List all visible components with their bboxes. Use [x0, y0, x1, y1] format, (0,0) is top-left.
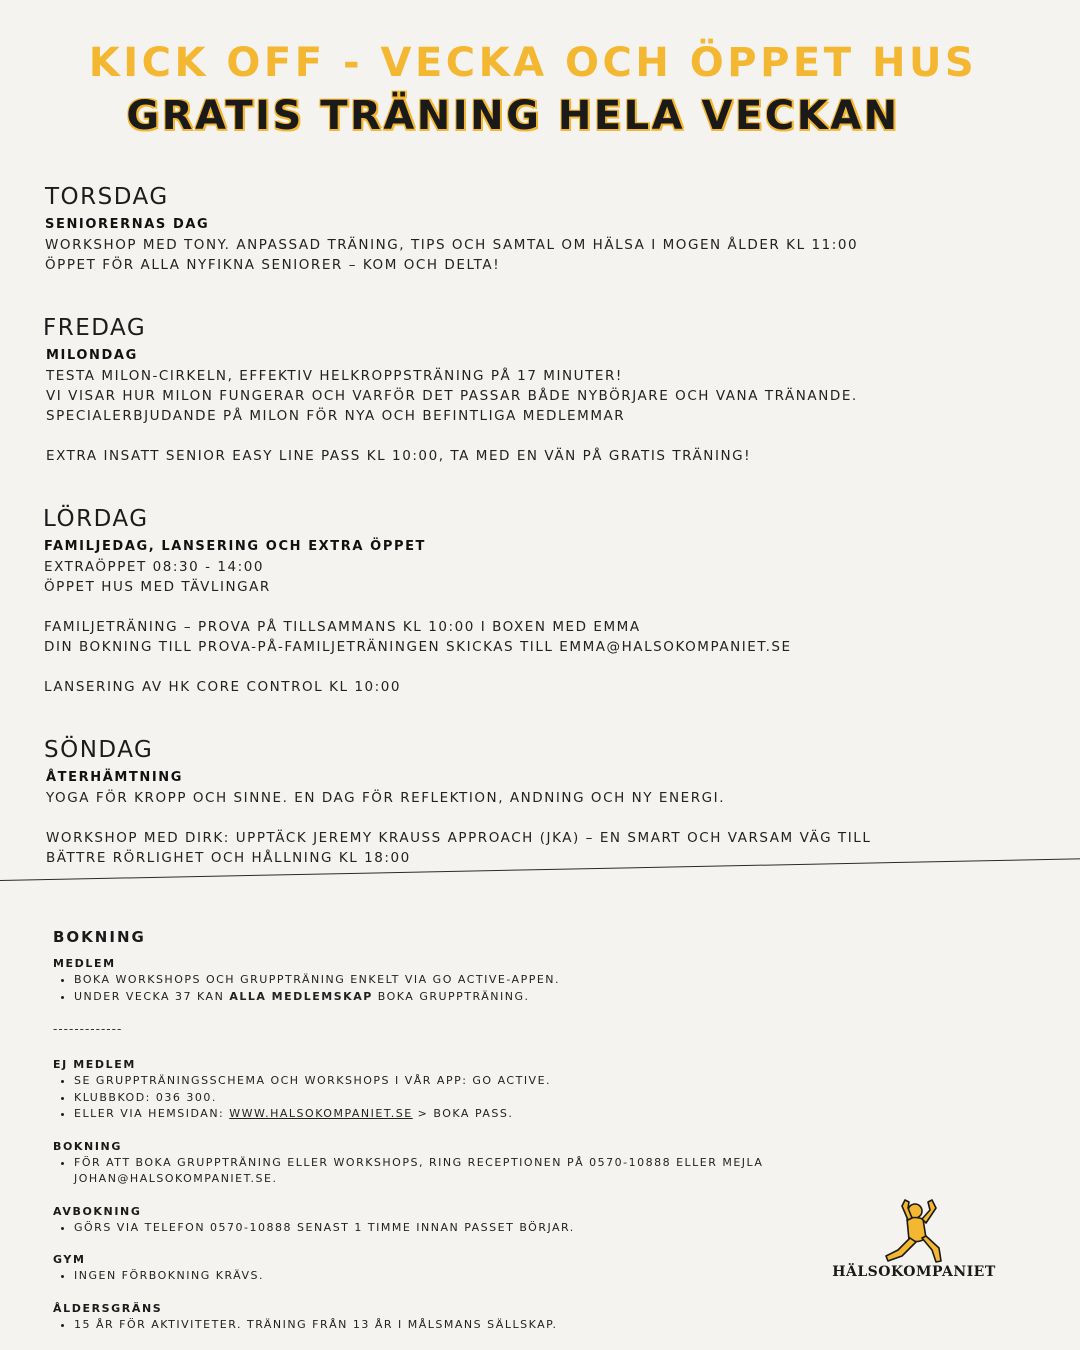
booking-heading-ej-medlem: EJ MEDLEM [53, 1058, 136, 1071]
page-title: KICK OFF - VECKA OCH ÖPPET HUS [88, 40, 978, 86]
day-heading: LÖRDAG [43, 506, 149, 532]
booking-group-avbokning [53, 1204, 813, 1237]
booking-group-bokning [53, 1139, 813, 1188]
day-subtitle: ÅTERHÄMTNING [46, 770, 184, 785]
booking-heading-aldersgrans: ÅLDERSGRÄNS [53, 1301, 163, 1315]
list-item-text: BOKA GRUPPTRÄNING. [372, 989, 530, 1003]
booking-list-ej-medlem [53, 1073, 813, 1123]
booking-heading-bokning: BOKNING [53, 1139, 122, 1153]
booking-heading-avbokning: AVBOKNING [53, 1204, 142, 1218]
day-text-line: ÖPPET HUS MED TÄVLINGAR [44, 579, 271, 595]
day-text-line [46, 426, 1003, 446]
booking-group-ej-medlem [53, 1057, 813, 1123]
list-item: • KLUBBKOD: 036 300. [74, 1090, 813, 1107]
day-subtitle: MILONDAG [46, 348, 138, 363]
list-item-bold-text: ALLA MEDLEMSKAP [229, 989, 373, 1003]
day-text-line: SPECIALERBJUDANDE PÅ MILON FÖR NYA OCH BEFINTLIGA MEDLEMMAR [46, 408, 626, 424]
separator-text: ------------- [53, 1022, 123, 1036]
list-item: • GÖRS VIA TELEFON 0570-10888 SENAST 1 TIMME INNAN PASSET BÖRJAR. [74, 1220, 813, 1237]
booking-list-bokning [53, 1155, 813, 1188]
day-heading: SÖNDAG [44, 737, 154, 763]
booking-section [53, 926, 813, 1333]
booking-group-gym [53, 1252, 813, 1285]
day-text-line: EXTRA INSATT SENIOR EASY LINE PASS KL 10:00, TA MED EN VÄN PÅ GRATIS TRÄNING! [46, 448, 752, 464]
page-subtitle: GRATIS TRÄNING HELA VECKAN [126, 93, 900, 139]
day-section-fredag [43, 314, 1003, 466]
booking-heading-medlem: MEDLEM [53, 957, 116, 970]
day-text-line: VI VISAR HUR MILON FUNGERAR OCH VARFÖR DET PASSAR BÅDE NYBÖRJARE OCH VANA TRÄNANDE. [46, 388, 858, 404]
logo-text: HÄLSOKOMPANIET [832, 1264, 996, 1280]
list-item [74, 1106, 813, 1123]
day-section-lordag [43, 505, 1003, 697]
day-text-line [44, 657, 1003, 677]
day-text-line: LANSERING AV HK CORE CONTROL KL 10:00 [44, 679, 402, 695]
day-text-line: DIN BOKNING TILL PROVA-PÅ-FAMILJETRÄNINGEN SKICKAS TILL EMMA@HALSOKOMPANIET.SE [44, 639, 792, 655]
list-item: • SE GRUPPTRÄNINGSSCHEMA OCH WORKSHOPS I VÅR APP: GO ACTIVE. [74, 1073, 813, 1090]
list-item-text: > BOKA PASS. [412, 1107, 514, 1120]
running-figure-icon [818, 1196, 1010, 1266]
day-section-sondag [44, 736, 1004, 868]
booking-list-medlem [53, 972, 813, 1005]
day-text-line [46, 808, 1004, 828]
booking-list-avbokning [53, 1220, 813, 1237]
booking-group-aldersgrans [53, 1301, 813, 1334]
day-text-line: ÖPPET FÖR ALLA NYFIKNA SENIORER – KOM OCH DELTA! [45, 257, 501, 273]
list-item [74, 989, 813, 1006]
day-text-line: WORKSHOP MED TONY. ANPASSAD TRÄNING, TIPS OCH SAMTAL OM HÄLSA I MOGEN ÅLDER KL 11:00 [45, 237, 859, 253]
booking-title: BOKNING [53, 928, 146, 946]
day-text-line: YOGA FÖR KROPP OCH SINNE. EN DAG FÖR REFLEKTION, ANDNING OCH NY ENERGI. [46, 790, 726, 806]
list-item: • 15 ÅR FÖR AKTIVITETER. TRÄNING FRÅN 13 ÅR I MÅLSMANS SÄLLSKAP. [74, 1317, 813, 1334]
halsokompaniet-logo [818, 1196, 1010, 1286]
booking-list-aldersgrans [53, 1317, 813, 1334]
day-heading: TORSDAG [45, 184, 169, 210]
day-text-line: EXTRAÖPPET 08:30 - 14:00 [44, 559, 265, 575]
day-text-line: BÄTTRE RÖRLIGHET OCH HÅLLNING KL 18:00 [46, 850, 411, 866]
day-text-line: FAMILJETRÄNING – PROVA PÅ TILLSAMMANS KL 10:00 I BOXEN MED EMMA [44, 619, 641, 635]
booking-list-gym [53, 1268, 813, 1285]
list-item: • INGEN FÖRBOKNING KRÄVS. [74, 1268, 813, 1285]
website-link[interactable]: WWW.HALSOKOMPANIET.SE [229, 1107, 413, 1120]
list-item: • FÖR ATT BOKA GRUPPTRÄNING ELLER WORKSHOPS, RING RECEPTIONEN PÅ 0570-10888 ELLER MEJLA JOHAN@HALSOKOMPANIET.SE. [74, 1155, 813, 1188]
day-subtitle: FAMILJEDAG, LANSERING OCH EXTRA ÖPPET [44, 539, 427, 554]
day-text-line: WORKSHOP MED DIRK: UPPTÄCK JEREMY KRAUSS APPROACH (JKA) – EN SMART OCH VARSAM VÄG TILL [46, 830, 872, 846]
list-item-text: UNDER VECKA 37 KAN [74, 989, 230, 1003]
list-item-text: ELLER VIA HEMSIDAN: [74, 1107, 230, 1120]
day-heading: FREDAG [43, 315, 147, 341]
day-text-line [44, 597, 1003, 617]
day-text-line: TESTA MILON-CIRKELN, EFFEKTIV HELKROPPSTRÄNING PÅ 17 MINUTER! [46, 368, 623, 384]
list-item: • BOKA WORKSHOPS OCH GRUPPTRÄNING ENKELT VIA GO ACTIVE-APPEN. [74, 972, 813, 989]
booking-heading-gym: GYM [53, 1253, 86, 1266]
day-subtitle: SENIORERNAS DAG [45, 217, 210, 232]
day-section-torsdag [45, 183, 1005, 275]
